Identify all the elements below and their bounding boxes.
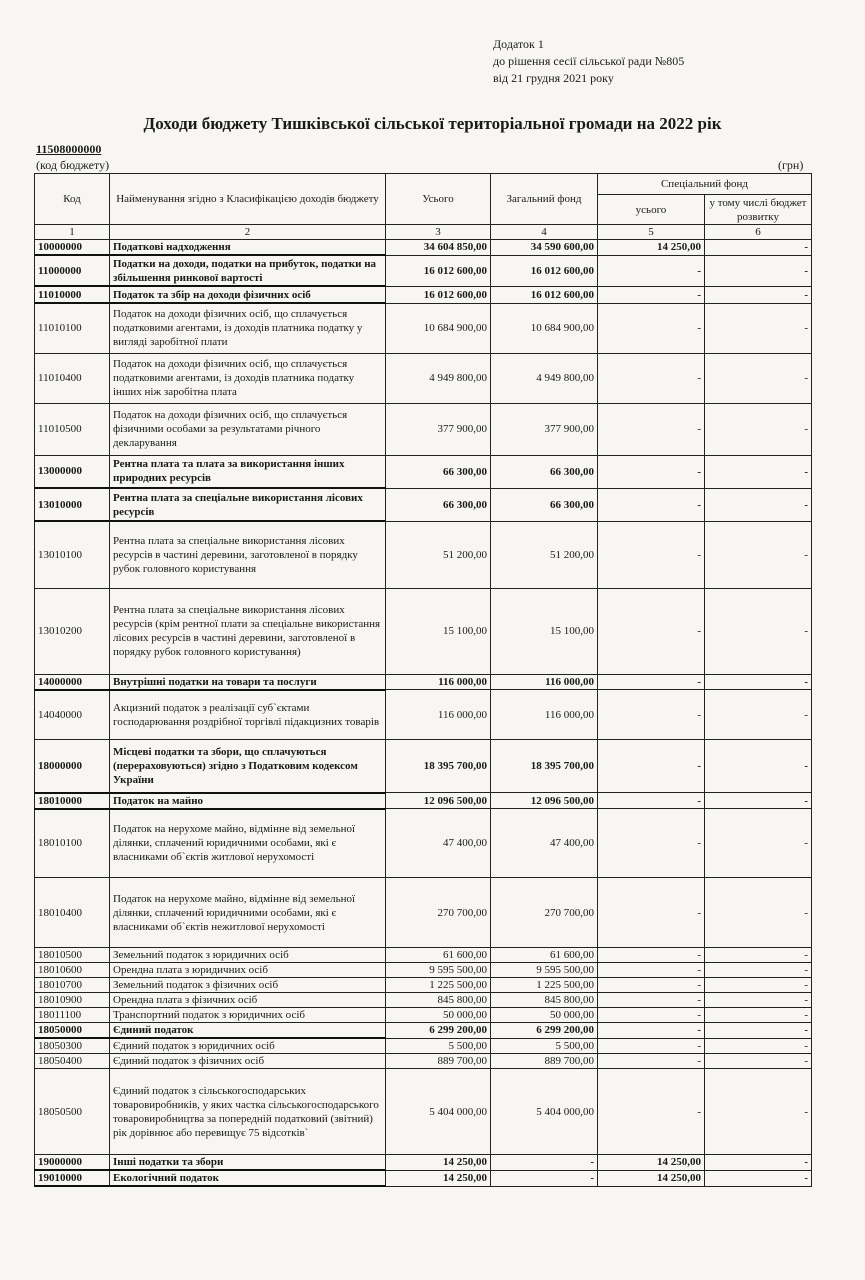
row-special-dev: - [705, 240, 812, 256]
row-total: 66 300,00 [386, 455, 491, 488]
row-general: 10 684 900,00 [491, 303, 598, 353]
row-code: 11010400 [35, 353, 110, 403]
table-row [35, 793, 812, 809]
row-total: 16 012 600,00 [386, 255, 491, 286]
row-total: 18 395 700,00 [386, 740, 491, 793]
row-special-total: - [598, 978, 705, 993]
row-special-dev: - [705, 303, 812, 353]
row-name: Рентна плата за спеціальне використання лісових ресурсів [110, 488, 386, 521]
row-special-total: - [598, 521, 705, 588]
row-code: 13000000 [35, 455, 110, 488]
row-general: 12 096 500,00 [491, 793, 598, 809]
row-name: Орендна плата з фізичних осіб [110, 993, 386, 1008]
row-total: 116 000,00 [386, 674, 491, 690]
row-code: 18050300 [35, 1038, 110, 1054]
table-row [35, 993, 812, 1008]
row-special-total: 14 250,00 [598, 1155, 705, 1171]
col-number: 5 [598, 225, 705, 240]
row-total: 10 684 900,00 [386, 303, 491, 353]
row-total: 51 200,00 [386, 521, 491, 588]
row-name: Податок на нерухоме майно, відмінне від земельної ділянки, сплачений юридичними особами, які є власниками об`єктів нежитлової нерухомості [110, 878, 386, 948]
table-row [35, 948, 812, 963]
row-code: 18010500 [35, 948, 110, 963]
row-general: 66 300,00 [491, 488, 598, 521]
row-special-dev: - [705, 1038, 812, 1054]
row-special-total: - [598, 1038, 705, 1054]
budget-code: 11508000000 [36, 142, 102, 156]
table-row [35, 878, 812, 948]
annex-line-3: від 21 грудня 2021 року [493, 71, 614, 85]
row-special-total: - [598, 255, 705, 286]
row-general: 9 595 500,00 [491, 963, 598, 978]
row-general: 377 900,00 [491, 403, 598, 455]
row-special-dev: - [705, 1069, 812, 1155]
row-special-total: - [598, 948, 705, 963]
row-code: 14000000 [35, 674, 110, 690]
row-name: Податок на нерухоме майно, відмінне від земельної ділянки, сплачений юридичними особами, які є власниками об`єктів житлової нерухомості [110, 809, 386, 878]
row-name: Податок на доходи фізичних осіб, що сплачується фізичними особами за результатами річного декларування [110, 403, 386, 455]
page-title: Доходи бюджету Тишківської сільської територіальної громади на 2022 рік [143, 114, 722, 133]
table-row [35, 978, 812, 993]
row-total: 270 700,00 [386, 878, 491, 948]
row-code: 19010000 [35, 1170, 110, 1186]
table-row [35, 353, 812, 403]
row-general: 47 400,00 [491, 809, 598, 878]
row-total: 116 000,00 [386, 690, 491, 740]
row-general: 1 225 500,00 [491, 978, 598, 993]
row-code: 18010700 [35, 978, 110, 993]
row-special-total: - [598, 588, 705, 674]
row-name: Орендна плата з юридичних осіб [110, 963, 386, 978]
row-code: 10000000 [35, 240, 110, 256]
row-general: 270 700,00 [491, 878, 598, 948]
row-name: Рентна плата за спеціальне використання лісових ресурсів в частині деревини, заготовленої в порядку рубок головного користування [110, 521, 386, 588]
row-total: 845 800,00 [386, 993, 491, 1008]
row-special-dev: - [705, 488, 812, 521]
row-name: Рентна плата за спеціальне використання лісових ресурсів (крім рентної плати за спеціальне використання лісових ресурсів в частині деревини, заготовленої в порядку рубок головного користування) [110, 588, 386, 674]
row-code: 18050400 [35, 1054, 110, 1069]
row-name: Акцизний податок з реалізації суб`єктами господарювання роздрібної торгівлі підакцизних товарів [110, 690, 386, 740]
table-row [35, 963, 812, 978]
row-special-dev: - [705, 1170, 812, 1186]
row-general: 50 000,00 [491, 1008, 598, 1023]
row-total: 12 096 500,00 [386, 793, 491, 809]
table-row [35, 455, 812, 488]
row-general: 61 600,00 [491, 948, 598, 963]
table-row [35, 521, 812, 588]
row-code: 18010100 [35, 809, 110, 878]
table-row [35, 1023, 812, 1039]
row-special-total: 14 250,00 [598, 240, 705, 256]
row-name: Податки на доходи, податки на прибуток, податки на збільшення ринкової вартості [110, 255, 386, 286]
row-code: 19000000 [35, 1155, 110, 1171]
row-special-dev: - [705, 403, 812, 455]
row-special-dev: - [705, 286, 812, 303]
row-name: Внутрішні податки на товари та послуги [110, 674, 386, 690]
col-number: 2 [110, 225, 386, 240]
row-special-dev: - [705, 1008, 812, 1023]
row-name: Екологічний податок [110, 1170, 386, 1186]
row-total: 377 900,00 [386, 403, 491, 455]
row-special-total: - [598, 690, 705, 740]
row-code: 11010100 [35, 303, 110, 353]
col-header-general: Загальний фонд [491, 174, 598, 225]
col-header-special-total: усього [598, 195, 705, 225]
row-name: Податок на доходи фізичних осіб, що сплачується податковими агентами, із доходів платника податку інших ніж заробітна плата [110, 353, 386, 403]
row-name: Податок на майно [110, 793, 386, 809]
row-special-dev: - [705, 978, 812, 993]
row-general: 66 300,00 [491, 455, 598, 488]
currency-unit: (грн) [778, 158, 804, 172]
row-special-dev: - [705, 353, 812, 403]
row-name: Єдиний податок [110, 1023, 386, 1039]
row-general: 889 700,00 [491, 1054, 598, 1069]
row-special-total: - [598, 878, 705, 948]
table-row [35, 1038, 812, 1054]
table-row [35, 303, 812, 353]
row-special-total: - [598, 353, 705, 403]
row-name: Земельний податок з юридичних осіб [110, 948, 386, 963]
row-name: Інші податки та збори [110, 1155, 386, 1171]
row-special-dev: - [705, 993, 812, 1008]
row-special-dev: - [705, 521, 812, 588]
row-total: 15 100,00 [386, 588, 491, 674]
row-special-total: - [598, 303, 705, 353]
row-special-total: - [598, 674, 705, 690]
row-name: Податок та збір на доходи фізичних осіб [110, 286, 386, 303]
col-header-total: Усього [386, 174, 491, 225]
row-special-total: - [598, 1008, 705, 1023]
row-special-dev: - [705, 1155, 812, 1171]
row-total: 14 250,00 [386, 1170, 491, 1186]
row-general: 5 404 000,00 [491, 1069, 598, 1155]
table-row [35, 588, 812, 674]
table-row [35, 674, 812, 690]
row-special-dev: - [705, 793, 812, 809]
row-special-dev: - [705, 1023, 812, 1039]
row-special-total: - [598, 286, 705, 303]
row-special-dev: - [705, 948, 812, 963]
table-row [35, 690, 812, 740]
row-general: 4 949 800,00 [491, 353, 598, 403]
table-row [35, 740, 812, 793]
row-general: 116 000,00 [491, 690, 598, 740]
row-special-total: - [598, 1069, 705, 1155]
row-special-total: - [598, 993, 705, 1008]
row-special-total: - [598, 793, 705, 809]
row-general: 16 012 600,00 [491, 286, 598, 303]
row-name: Податок на доходи фізичних осіб, що сплачується податковими агентами, із доходів платника податку у вигляді заробітної плати [110, 303, 386, 353]
table-row [35, 1170, 812, 1186]
row-special-total: - [598, 1023, 705, 1039]
row-general: - [491, 1170, 598, 1186]
row-code: 18010400 [35, 878, 110, 948]
row-name: Єдиний податок з юридичних осіб [110, 1038, 386, 1054]
row-special-total: - [598, 488, 705, 521]
row-total: 61 600,00 [386, 948, 491, 963]
row-code: 13010100 [35, 521, 110, 588]
row-special-dev: - [705, 690, 812, 740]
row-code: 13010000 [35, 488, 110, 521]
row-code: 18000000 [35, 740, 110, 793]
row-general: 16 012 600,00 [491, 255, 598, 286]
col-header-special: Спеціальний фонд [598, 174, 812, 195]
row-total: 66 300,00 [386, 488, 491, 521]
row-special-dev: - [705, 809, 812, 878]
col-number: 6 [705, 225, 812, 240]
row-name: Єдиний податок з сільськогосподарських товаровиробників, у яких частка сільськогосподарського товаровиробництва за попередній податковий (звітний) рік дорівнює або перевищує 75 відсотків` [110, 1069, 386, 1155]
row-special-dev: - [705, 674, 812, 690]
row-code: 11000000 [35, 255, 110, 286]
row-special-total: - [598, 740, 705, 793]
col-number: 1 [35, 225, 110, 240]
row-name: Земельний податок з фізичних осіб [110, 978, 386, 993]
row-general: 18 395 700,00 [491, 740, 598, 793]
row-general: 5 500,00 [491, 1038, 598, 1054]
table-row [35, 1155, 812, 1171]
row-special-total: - [598, 455, 705, 488]
row-special-dev: - [705, 1054, 812, 1069]
row-special-dev: - [705, 740, 812, 793]
row-general: 51 200,00 [491, 521, 598, 588]
row-special-dev: - [705, 588, 812, 674]
row-total: 34 604 850,00 [386, 240, 491, 256]
revenue-table [34, 173, 812, 1187]
row-code: 18010900 [35, 993, 110, 1008]
row-general: 845 800,00 [491, 993, 598, 1008]
row-code: 13010200 [35, 588, 110, 674]
row-code: 18050000 [35, 1023, 110, 1039]
table-row [35, 1054, 812, 1069]
col-header-code: Код [35, 174, 110, 225]
row-total: 4 949 800,00 [386, 353, 491, 403]
col-header-name: Найменування згідно з Класифікацією доходів бюджету [110, 174, 386, 225]
row-name: Єдиний податок з фізичних осіб [110, 1054, 386, 1069]
row-special-dev: - [705, 963, 812, 978]
row-special-total: - [598, 963, 705, 978]
row-general: 15 100,00 [491, 588, 598, 674]
col-number: 3 [386, 225, 491, 240]
table-row [35, 286, 812, 303]
budget-code-label: (код бюджету) [36, 158, 110, 172]
row-code: 18010000 [35, 793, 110, 809]
row-general: 34 590 600,00 [491, 240, 598, 256]
row-special-dev: - [705, 255, 812, 286]
table-row [35, 1008, 812, 1023]
row-total: 889 700,00 [386, 1054, 491, 1069]
row-total: 5 500,00 [386, 1038, 491, 1054]
row-code: 14040000 [35, 690, 110, 740]
table-row [35, 240, 812, 256]
row-total: 50 000,00 [386, 1008, 491, 1023]
row-special-total: - [598, 403, 705, 455]
row-name: Місцеві податки та збори, що сплачуються (перераховуються) згідно з Податковим кодексом України [110, 740, 386, 793]
row-name: Рентна плата та плата за використання інших природних ресурсів [110, 455, 386, 488]
row-general: 6 299 200,00 [491, 1023, 598, 1039]
table-row [35, 403, 812, 455]
row-general: - [491, 1155, 598, 1171]
row-code: 11010500 [35, 403, 110, 455]
table-row [35, 1069, 812, 1155]
row-total: 14 250,00 [386, 1155, 491, 1171]
row-code: 18011100 [35, 1008, 110, 1023]
table-body [35, 240, 812, 1187]
annex-line-1: Додаток 1 [493, 37, 544, 51]
row-code: 18010600 [35, 963, 110, 978]
row-special-dev: - [705, 455, 812, 488]
row-total: 9 595 500,00 [386, 963, 491, 978]
row-total: 6 299 200,00 [386, 1023, 491, 1039]
table-row [35, 809, 812, 878]
col-number: 4 [491, 225, 598, 240]
row-total: 16 012 600,00 [386, 286, 491, 303]
row-code: 18050500 [35, 1069, 110, 1155]
col-header-special-dev: у тому числі бюджет розвитку [705, 195, 812, 225]
row-name: Податкові надходження [110, 240, 386, 256]
row-general: 116 000,00 [491, 674, 598, 690]
row-name: Транспортний податок з юридичних осіб [110, 1008, 386, 1023]
annex-line-2: до рішення сесії сільської ради №805 [493, 54, 685, 68]
row-special-total: - [598, 809, 705, 878]
row-special-total: - [598, 1054, 705, 1069]
row-total: 47 400,00 [386, 809, 491, 878]
annex-note [493, 36, 684, 87]
row-total: 5 404 000,00 [386, 1069, 491, 1155]
row-special-total: 14 250,00 [598, 1170, 705, 1186]
row-special-dev: - [705, 878, 812, 948]
row-code: 11010000 [35, 286, 110, 303]
table-row [35, 488, 812, 521]
table-row [35, 255, 812, 286]
row-total: 1 225 500,00 [386, 978, 491, 993]
